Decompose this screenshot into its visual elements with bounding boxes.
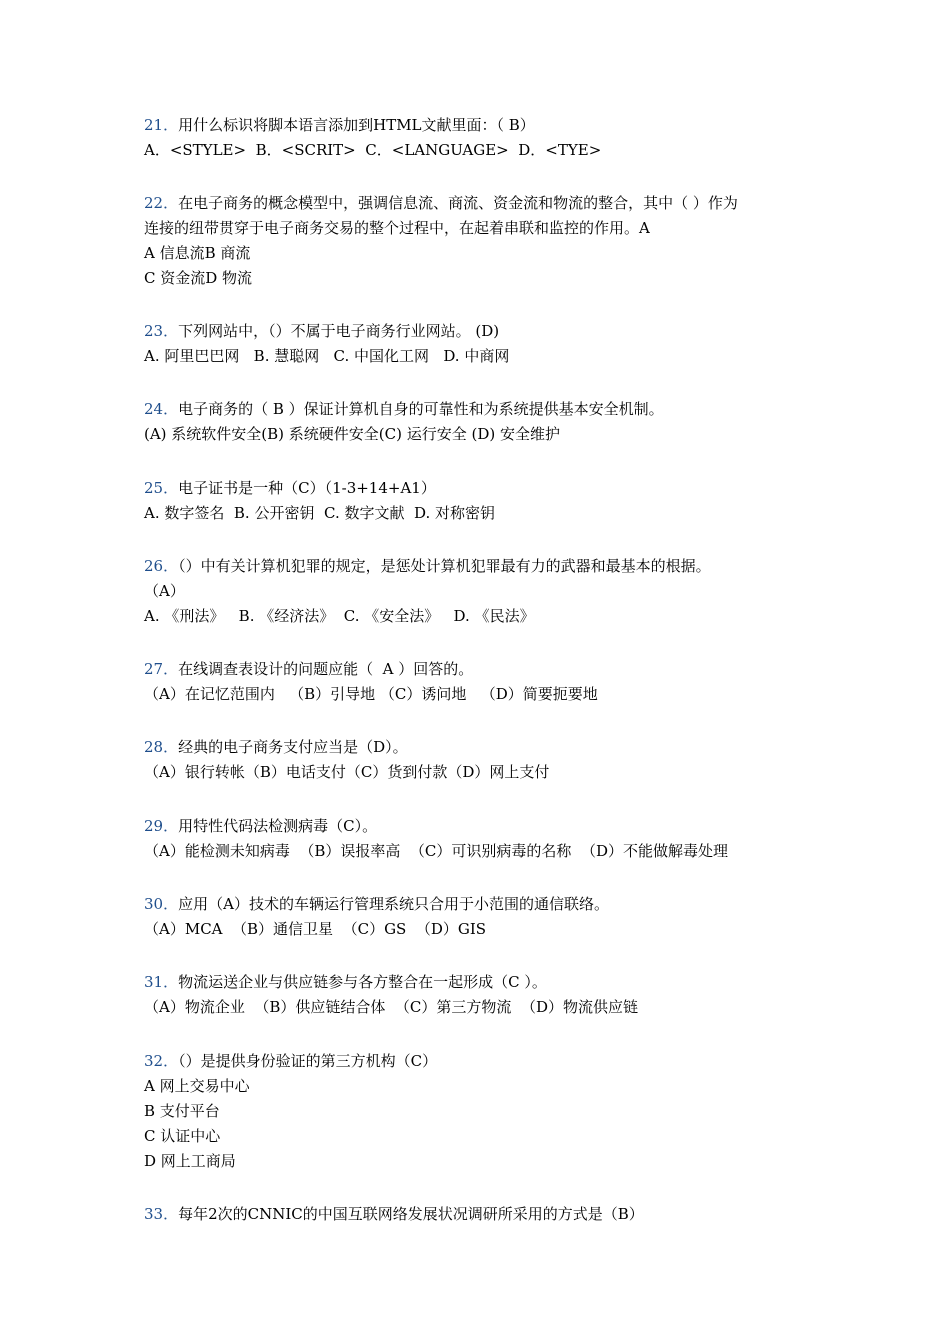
question-32 xyxy=(144,1049,824,1174)
answer-option: D 网上工商局 xyxy=(144,1152,236,1170)
question-stem: （）中有关计算机犯罪的规定，是惩处计算机犯罪最有力的武器和最基本的根据。 xyxy=(178,557,711,575)
question-number: 25 xyxy=(144,479,164,497)
question-stem: 经典的电子商务支付应当是（D）。 xyxy=(178,738,408,756)
question-stem: 应用（A）技术的车辆运行管理系统只合用于小范围的通信联络。 xyxy=(178,895,609,913)
answer-options: (A) 系统软件安全(B) 系统硬件安全(C) 运行安全 (D) 安全维护 xyxy=(144,425,561,443)
question-line: 30．应用（A）技术的车辆运行管理系统只合用于小范围的通信联络。 xyxy=(144,895,609,913)
question-stem: 用什么标识将脚本语言添加到HTML文献里面：（ B） xyxy=(178,116,535,134)
question-30 xyxy=(144,892,824,942)
answer-options: A. 《刑法》 B. 《经济法》 C. 《安全法》 D. 《民法》 xyxy=(144,607,535,625)
answer-options: A．<STYLE> B．<SCRIT> C．<LANGUAGE> D．<TYE> xyxy=(144,141,602,159)
question-number: 22 xyxy=(144,194,164,212)
question-line: 27．在线调查表设计的问题应能（ A ）回答的。 xyxy=(144,660,474,678)
question-line: 32．（）是提供身份验证的第三方机构（C） xyxy=(144,1052,438,1070)
question-line: 24．电子商务的（ B ）保证计算机自身的可靠性和为系统提供基本安全机制。 xyxy=(144,400,664,418)
answer-options: （A）MCA （B）通信卫星 （C）GS （D）GIS xyxy=(144,920,487,938)
question-line: 31．物流运送企业与供应链参与各方整合在一起形成（C ）。 xyxy=(144,973,547,991)
question-28 xyxy=(144,735,824,785)
question-line: 26．（）中有关计算机犯罪的规定，是惩处计算机犯罪最有力的武器和最基本的根据。 xyxy=(144,557,711,575)
question-number: 33 xyxy=(144,1205,164,1223)
answer-option: A 网上交易中心 xyxy=(144,1077,250,1095)
question-29 xyxy=(144,814,824,864)
question-number: 28 xyxy=(144,738,164,756)
question-number: 24 xyxy=(144,400,164,418)
question-line: 23．下列网站中，（）不属于电子商务行业网站。 (D) xyxy=(144,322,500,340)
question-stem: 电子商务的（ B ）保证计算机自身的可靠性和为系统提供基本安全机制。 xyxy=(178,400,664,418)
question-line: 22．在电子商务的概念模型中，强调信息流、商流、资金流和物流的整合，其中（ ）作为 xyxy=(144,194,738,212)
question-24 xyxy=(144,397,824,447)
question-answer: （A） xyxy=(144,582,185,600)
answer-option: A 信息流B 商流 xyxy=(144,244,251,262)
question-number: 30 xyxy=(144,895,164,913)
question-line: 29．用特性代码法检测病毒（C）。 xyxy=(144,817,378,835)
question-number: 26 xyxy=(144,557,164,575)
question-number: 27 xyxy=(144,660,164,678)
question-number: 23 xyxy=(144,322,164,340)
answer-option: C 认证中心 xyxy=(144,1127,221,1145)
question-number: 31 xyxy=(144,973,164,991)
question-26 xyxy=(144,554,824,629)
question-line: 25．电子证书是一种（C）（1-3+14+A1） xyxy=(144,479,436,497)
question-stem: 用特性代码法检测病毒（C）。 xyxy=(178,817,378,835)
question-21 xyxy=(144,113,824,163)
question-line: 28．经典的电子商务支付应当是（D）。 xyxy=(144,738,408,756)
answer-options: （A）在记忆范围内 （B）引导地 （C）诱问地 （D）简要扼要地 xyxy=(144,685,598,703)
question-line: 21．用什么标识将脚本语言添加到HTML文献里面：（ B） xyxy=(144,116,535,134)
question-continuation: 连接的纽带贯穿于电子商务交易的整个过程中，在起着串联和监控的作用。A xyxy=(144,219,650,237)
question-33 xyxy=(144,1202,824,1227)
question-stem: 下列网站中，（）不属于电子商务行业网站。 (D) xyxy=(178,322,500,340)
question-stem: 物流运送企业与供应链参与各方整合在一起形成（C ）。 xyxy=(178,973,547,991)
question-stem: 在线调查表设计的问题应能（ A ）回答的。 xyxy=(178,660,474,678)
question-22 xyxy=(144,191,824,291)
question-number: 21 xyxy=(144,116,164,134)
answer-options: A. 数字签名 B. 公开密钥 C. 数字文献 D. 对称密钥 xyxy=(144,504,496,522)
answer-option: B 支付平台 xyxy=(144,1102,220,1120)
answer-options: （A）物流企业 （B）供应链结合体 （C）第三方物流 （D）物流供应链 xyxy=(144,998,638,1016)
question-stem: 每年2次的CNNIC的中国互联网络发展状况调研所采用的方式是（B） xyxy=(178,1205,644,1223)
answer-options: （A）能检测未知病毒 （B）误报率高 （C）可识别病毒的名称 （D）不能做解毒处理 xyxy=(144,842,728,860)
question-line: 33．每年2次的CNNIC的中国互联网络发展状况调研所采用的方式是（B） xyxy=(144,1205,644,1223)
question-31 xyxy=(144,970,824,1020)
answer-options: A. 阿里巴巴网 B. 慧聪网 C. 中国化工网 D. 中商网 xyxy=(144,347,510,365)
question-23 xyxy=(144,319,824,369)
question-number: 32 xyxy=(144,1052,164,1070)
question-stem: 电子证书是一种（C）（1-3+14+A1） xyxy=(178,479,436,497)
question-27 xyxy=(144,657,824,707)
answer-option: C 资金流D 物流 xyxy=(144,269,253,287)
question-number: 29 xyxy=(144,817,164,835)
question-stem: 在电子商务的概念模型中，强调信息流、商流、资金流和物流的整合，其中（ ）作为 xyxy=(178,194,738,212)
answer-options: （A）银行转帐（B）电话支付（C）货到付款（D）网上支付 xyxy=(144,763,550,781)
question-25 xyxy=(144,476,824,526)
question-stem: （）是提供身份验证的第三方机构（C） xyxy=(178,1052,438,1070)
